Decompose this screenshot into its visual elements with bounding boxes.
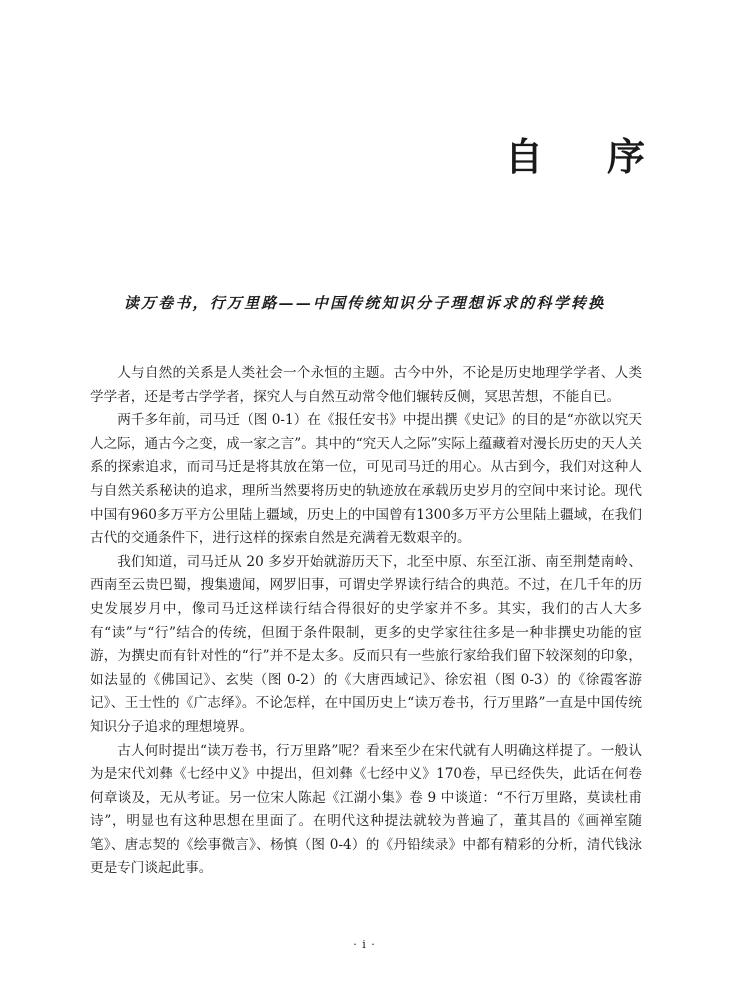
subtitle: 读万卷书，行万里路——中国传统知识分子理想诉求的科学转换 — [123, 294, 606, 312]
body-text — [90, 362, 642, 881]
paragraph-2: 两千多年前，司马迁（图 0-1）在《报任安书》中提出撰《史记》的目的是“亦欲以究天人之际，通古今之变，成一家之言”。其中的“究天人之际”实际上蕴藏着对漫长历史的天人关系的探索追求，而司马迁是将其放在第一位，可见司马迁的用心。从古到今，我们对这种人与自然关系秘诀的追求，理所当然要将历史的轨迹放在承载历史岁月的空间中来讨论。现代中国有960多万平方公里陆上疆域，历史上的中国曾有1300多万平方公里陆上疆域，在我们古代的交通条件下，进行这样的探索自然是充满着无数艰辛的。 — [90, 412, 642, 547]
page-title — [505, 128, 645, 178]
title-char-1: 自 — [505, 133, 544, 179]
paragraph-1: 人与自然的关系是人类社会一个永恒的主题。古今中外，不论是历史地理学学者、人类学学者，还是考古学学者，探究人与自然互动常令他们辗转反侧，冥思苦想，不能自已。 — [90, 365, 642, 405]
title-char-2: 序 — [606, 133, 645, 179]
page-number: · i · — [353, 938, 376, 951]
paragraph-4: 古人何时提出“读万卷书，行万里路”呢？看来至少在宋代就有人明确这样提了。一般认为是宋代刘彝《七经中义》中提出，但刘彝《七经中义》170卷，早已经佚失，此话在何卷何章谈及，无从考证。另一位宋人陈起《江湖小集》卷 9 中谈道：“不行万里路，莫读杜甫诗”，明显也有这种思想在里面了。在明代这种提法就较为普遍了，董其昌的《画禅室随笔》、唐志契的《绘事微言》、杨慎（图 0-4）的《丹铅续录》中都有精彩的分析，清代钱泳更是专门谈起此事。 — [90, 742, 642, 877]
paragraph-3: 我们知道，司马迁从 20 多岁开始就游历天下，北至中原、东至江浙、南至荆楚南岭、西南至云贵巴蜀，搜集遗闻，网罗旧事，可谓史学界读行结合的典范。不过，在几千年的历史发展岁月中，像司马迁这样读行结合得很好的史学家并不多。其实，我们的古人大多有“读”与“行”结合的传统，但囿于条件限制，更多的史学家往往多是一种非撰史功能的宦游，为撰史而有针对性的“行”并不是太多。反而只有一些旅行家给我们留下较深刻的印象，如法显的《佛国记》、玄奘（图 0-2）的《大唐西域记》、徐宏祖（图 0-3）的《徐霞客游记》、王士性的《广志绎》。不论怎样，在中国历史上“读万卷书，行万里路”一直是中国传统知识分子追求的理想境界。 — [90, 553, 642, 735]
